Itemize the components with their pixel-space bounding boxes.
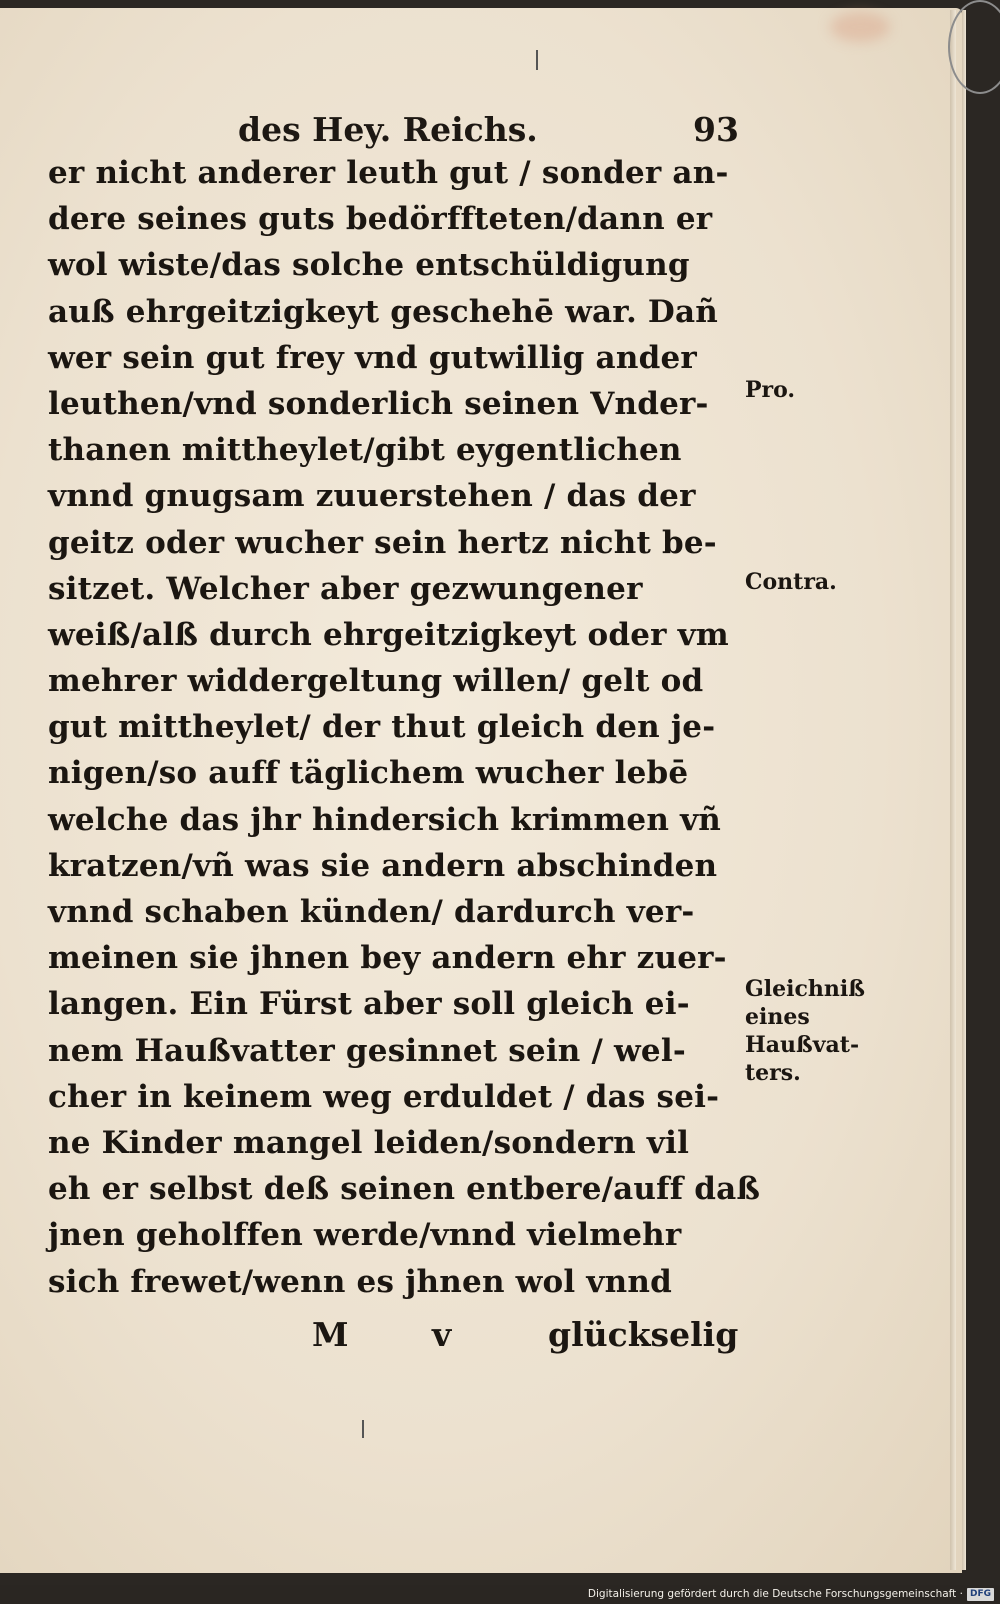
text-line: er nicht anderer leuth gut / sonder an-: [48, 155, 729, 191]
paper-mark: [536, 50, 538, 70]
page-footer: [312, 1315, 742, 1363]
margin-note-pro: Pro.: [745, 377, 796, 403]
text-line: mehrer widdergeltung willen/ gelt od: [48, 663, 704, 700]
margin-note-gleichnis: [745, 975, 865, 1087]
text-line: cher in keinem weg erduldet / das sei-: [48, 1078, 720, 1115]
text-line: sich frewet/wenn es jhnen wol vnnd: [48, 1263, 672, 1300]
text-line: gut mittheylet/ der thut gleich den je-: [48, 709, 716, 746]
text-line: leuthen/vnd sonderlich seinen Vnder-: [48, 385, 709, 422]
margin-note-contra: Contra.: [745, 569, 837, 595]
text-line: eh er selbst deß seinen entbere/auff daß: [48, 1171, 761, 1208]
text-line: geitz oder wucher sein hertz nicht be-: [48, 524, 717, 561]
text-line: vnnd gnugsam zuuerstehen / das der: [48, 478, 696, 515]
paper-mark: [362, 1420, 364, 1438]
catchword: glückselig: [548, 1315, 739, 1354]
page-number: 93: [693, 110, 739, 149]
credit-text: Digitalisierung gefördert durch die Deutsche Forschungsgemeinschaft ·: [587, 1588, 963, 1600]
signature-mark: M: [312, 1315, 349, 1354]
margin-note-line: Haußvat-: [745, 1032, 860, 1058]
margin-note-line: Gleichniß: [745, 976, 865, 1002]
text-line: ne Kinder mangel leiden/sondern vil: [48, 1124, 690, 1161]
dfg-logo: DFG: [967, 1588, 994, 1601]
margin-note-line: eines: [745, 1004, 810, 1030]
text-line: wol wiste/das solche entschüldigung: [48, 247, 690, 284]
text-line: kratzen/vñ was sie andern abschinden: [48, 847, 718, 884]
running-title: des Hey. Reichs.: [238, 110, 538, 149]
text-line: auß ehrgeitzigkeyt geschehē war. Dañ: [48, 293, 719, 330]
text-line: vnnd schaben künden/ dardurch ver-: [48, 894, 695, 930]
page-edge-back: [962, 10, 966, 1570]
running-header: [50, 110, 750, 150]
text-line: nem Haußvatter gesinnet sein / wel-: [48, 1032, 686, 1069]
signature-number: v: [432, 1315, 452, 1354]
text-line: dere seines guts bedörffteten/dann er: [48, 201, 713, 238]
digitization-credit: [588, 1586, 994, 1602]
page-edge: [950, 10, 956, 1570]
text-line: langen. Ein Fürst aber soll gleich ei-: [48, 986, 690, 1023]
text-line: meinen sie jhnen bey andern ehr zuer-: [48, 940, 727, 977]
paper-stain: [830, 12, 890, 42]
text-line: wer sein gut frey vnd gutwillig ander: [48, 339, 697, 376]
text-line: nigen/so auff täglichem wucher lebē: [48, 755, 689, 792]
text-line: jnen geholffen werde/vnnd vielmehr: [48, 1217, 682, 1254]
text-line: welche das jhr hindersich krimmen vñ: [48, 801, 722, 838]
text-line: thanen mittheylet/gibt eygentlichen: [48, 432, 682, 469]
text-line: weiß/alß durch ehrgeitzigkeyt oder vm: [48, 616, 729, 653]
margin-note-line: ters.: [745, 1060, 801, 1086]
text-line: sitzet. Welcher aber gezwungener: [48, 570, 643, 607]
body-text: [48, 150, 761, 1305]
